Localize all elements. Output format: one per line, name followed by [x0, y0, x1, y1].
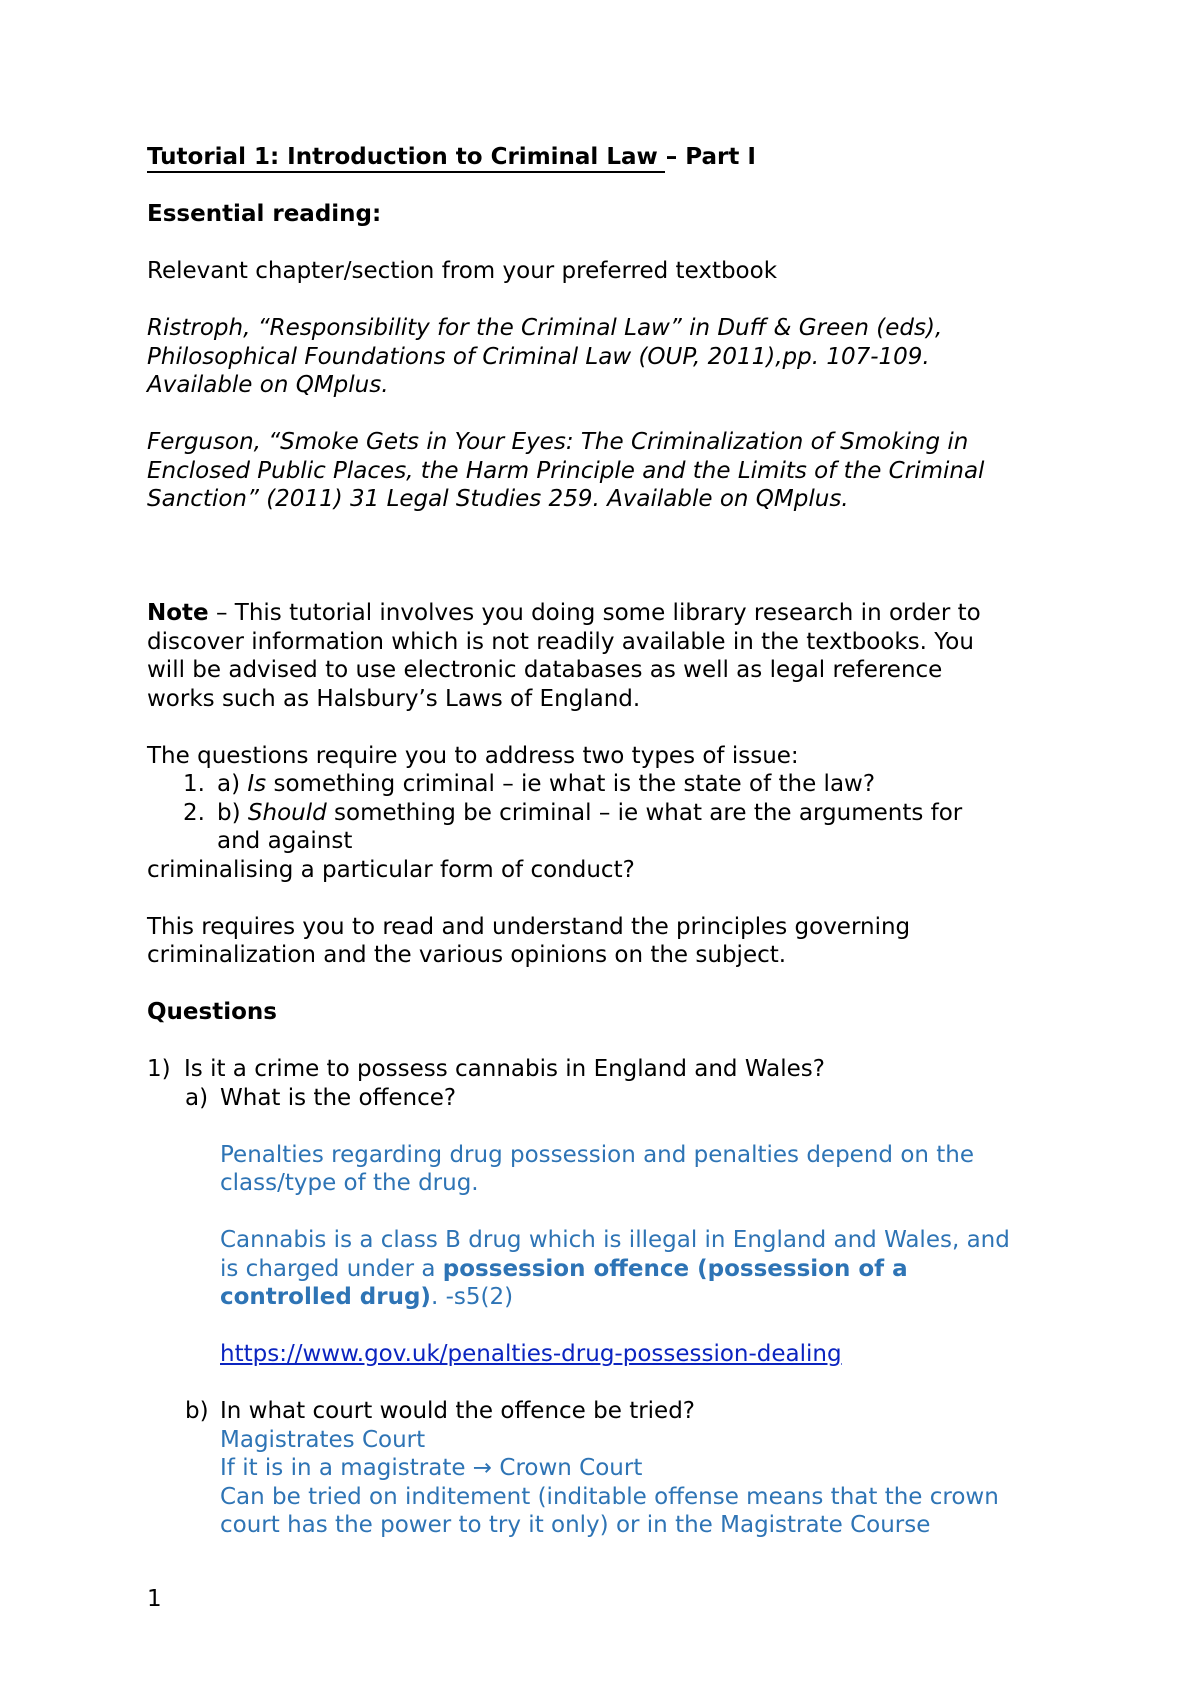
reading-ferguson-line: Enclosed Public Places, the Harm Principle and the Limits of the Criminal [147, 457, 985, 484]
list-continuation: and against [217, 828, 353, 854]
answer-line: Can be tried on inditement (inditable offense means that the crown [220, 1483, 999, 1510]
question-text: Is it a crime to possess cannabis in England and Wales? [184, 1056, 825, 1082]
reading-ferguson-line: Sanction” (2011) 31 Legal Studies 259. Available on QMplus. [147, 486, 849, 512]
answer-line [220, 1283, 1067, 1312]
list-item [147, 799, 1067, 856]
answer-1a-link-row [147, 1340, 1067, 1369]
question-1 [147, 1055, 1067, 1084]
title-underline [147, 171, 665, 173]
answer-line: Magistrates Court [220, 1426, 426, 1453]
note-line: discover information which is not readily available in the textbooks. You [147, 628, 974, 655]
questions-intro: The questions require you to address two types of issue: [147, 742, 799, 769]
reading-ristroph-line: Philosophical Foundations of Criminal Law (OUP, 2011),pp. 107-109. [147, 343, 930, 370]
issue-tail: criminalising a particular form of conduct? [147, 856, 635, 883]
requires-line: This requires you to read and understand the principles governing [147, 913, 911, 940]
list-prefix: a) [217, 771, 248, 797]
question-number: 1) [147, 1056, 171, 1082]
answer-1a-penalties [147, 1141, 1067, 1198]
answer-line: Cannabis is a class B drug which is illegal in England and Wales, and [220, 1227, 1010, 1253]
subquestion-label: a) [185, 1084, 209, 1111]
subquestion-text: In what court would the offence be tried? [220, 1398, 696, 1424]
list-item [147, 770, 1067, 799]
gov-uk-link[interactable]: https://www.gov.uk/penalties-drug-possession-dealing [220, 1341, 842, 1367]
answer-1a-cannabis [147, 1226, 1067, 1312]
title-block [147, 143, 756, 172]
question-1a [147, 1084, 1067, 1113]
subquestion-label: b) [185, 1398, 209, 1424]
answer-text: . -s5(2) [430, 1284, 514, 1310]
answer-1b [147, 1426, 1067, 1540]
reading-ristroph [147, 314, 1067, 400]
page-title: Tutorial 1: Introduction to Criminal Law – Part I [147, 144, 756, 170]
list-emphasis: Should [247, 799, 327, 826]
reading-textbook: Relevant chapter/section from your preferred textbook [147, 258, 778, 284]
list-prefix: b) [217, 799, 248, 826]
essential-reading-heading: Essential reading: [147, 201, 382, 227]
issue-list [147, 770, 1067, 856]
list-text: something be criminal – ie what are the arguments for [326, 799, 963, 826]
note-paragraph [147, 599, 1067, 713]
question-1b [147, 1397, 1067, 1426]
answer-line [220, 1255, 1067, 1284]
reading-ferguson-line: Ferguson, “Smoke Gets in Your Eyes: The Criminalization of Smoking in [147, 429, 969, 455]
note-first-line-text: – This tutorial involves you doing some library research in order to [208, 600, 981, 626]
answer-line: Penalties regarding drug possession and penalties depend on the [220, 1141, 975, 1168]
list-number: 2. [183, 799, 205, 826]
list-number: 1. [183, 771, 205, 797]
answer-bold-text: controlled drug) [220, 1284, 431, 1310]
requires-paragraph [147, 913, 1067, 970]
note-label: Note [147, 600, 209, 626]
reading-ristroph-line: Ristroph, “Responsibility for the Criminal Law” in Duff & Green (eds), [147, 315, 943, 341]
reading-ferguson [147, 428, 1067, 514]
answer-bold-text: possession offence (possession of a [442, 1255, 908, 1282]
subquestion-text: What is the offence? [220, 1084, 457, 1111]
questions-heading: Questions [147, 999, 277, 1025]
requires-line: criminalization and the various opinions on the subject. [147, 942, 787, 968]
note-line: works such as Halsbury’s Laws of England. [147, 685, 641, 712]
reading-ristroph-line: Available on QMplus. [147, 372, 389, 398]
answer-line: If it is in a magistrate → Crown Court [220, 1455, 643, 1481]
list-text: something criminal – ie what is the state of the law? [266, 771, 876, 797]
document-page [147, 143, 1067, 1540]
page-number: 1 [147, 1586, 162, 1612]
list-emphasis: Is [247, 771, 267, 797]
answer-line: court has the power to try it only) or in the Magistrate Course [220, 1512, 931, 1538]
answer-line: class/type of the drug. [220, 1170, 479, 1196]
answer-text: is charged under a [220, 1255, 443, 1282]
note-first-line [147, 599, 1067, 628]
note-line: will be advised to use electronic databases as well as legal reference [147, 657, 943, 683]
